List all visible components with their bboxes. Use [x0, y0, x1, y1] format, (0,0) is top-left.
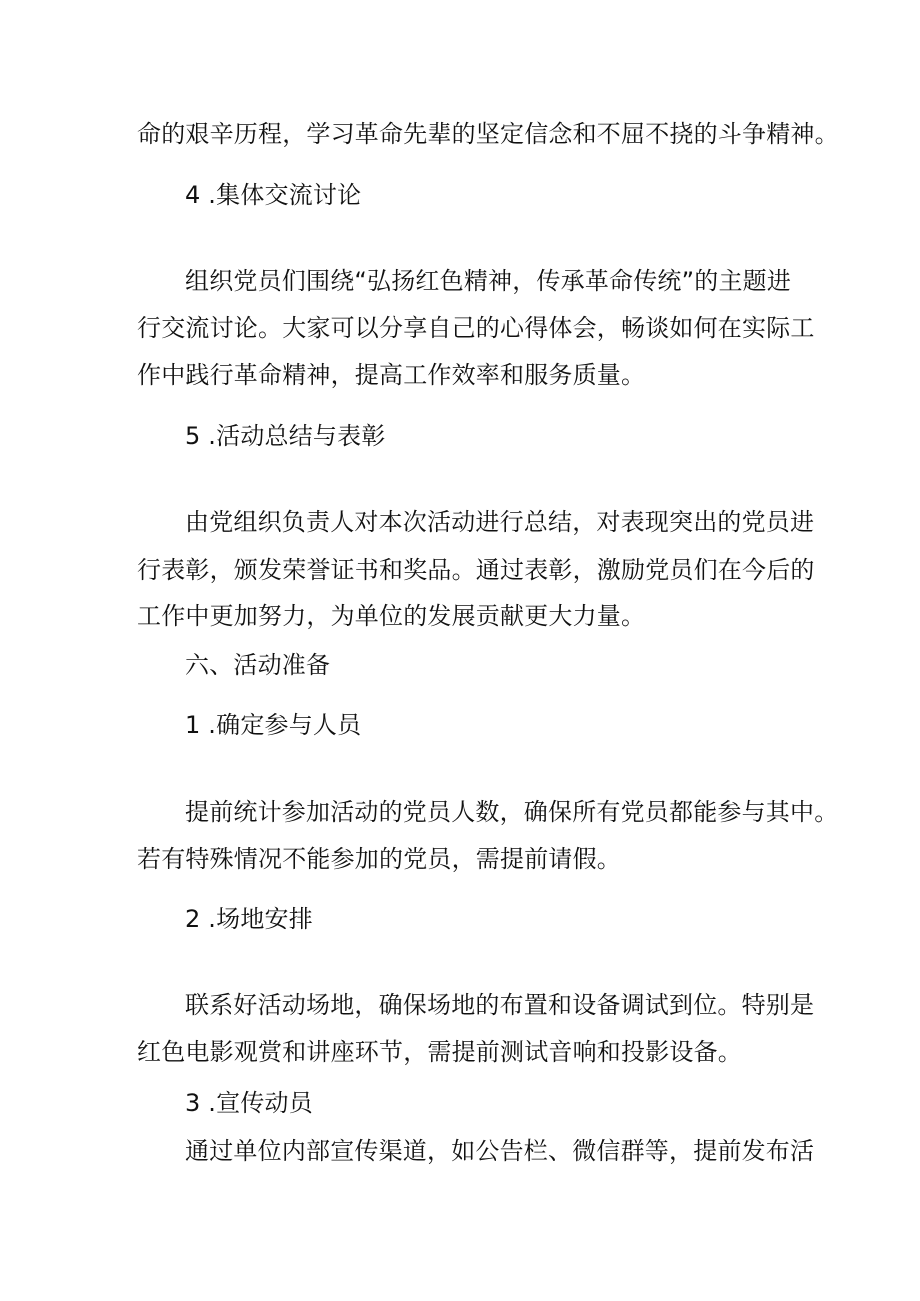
- paragraph-line: 联系好活动场地，确保场地的布置和设备调试到位。特别是: [185, 991, 815, 1019]
- paragraph-line: 行交流讨论。大家可以分享自己的心得体会，畅谈如何在实际工: [137, 314, 815, 342]
- paragraph-line: 工作中更加努力，为单位的发展贡献更大力量。: [137, 602, 646, 630]
- paragraph-line: 组织党员们围绕“弘扬红色精神，传承革命传统”的主题进: [185, 267, 792, 295]
- section-heading-1: 1 .确定参与人员: [185, 711, 362, 739]
- paragraph-line: 若有特殊情况不能参加的党员，需提前请假。: [137, 845, 621, 873]
- section-heading-2: 2 .场地安排: [185, 905, 313, 933]
- section-heading-4: 4 .集体交流讨论: [185, 181, 362, 209]
- paragraph-line: 作中践行革命精神，提高工作效率和服务质量。: [137, 361, 646, 389]
- paragraph-line: 由党组织负责人对本次活动进行总结，对表现突出的党员进: [185, 508, 815, 536]
- paragraph-line: 提前统计参加活动的党员人数，确保所有党员都能参与其中。: [185, 798, 839, 826]
- section-heading-3: 3 .宣传动员: [185, 1089, 313, 1117]
- section-heading-5: 5 .活动总结与表彰: [185, 422, 386, 450]
- paragraph-line: 通过单位内部宣传渠道，如公告栏、微信群等，提前发布活: [185, 1137, 815, 1165]
- paragraph-line: 行表彰，颁发荣誉证书和奖品。通过表彰，激励党员们在今后的: [137, 556, 815, 584]
- paragraph-line-continuation: 命的艰辛历程，学习革命先辈的坚定信念和不屈不挠的斗争精神。: [137, 120, 839, 148]
- chapter-heading: 六、活动准备: [185, 651, 331, 679]
- paragraph-line: 红色电影观赏和讲座环节，需提前测试音响和投影设备。: [137, 1038, 742, 1066]
